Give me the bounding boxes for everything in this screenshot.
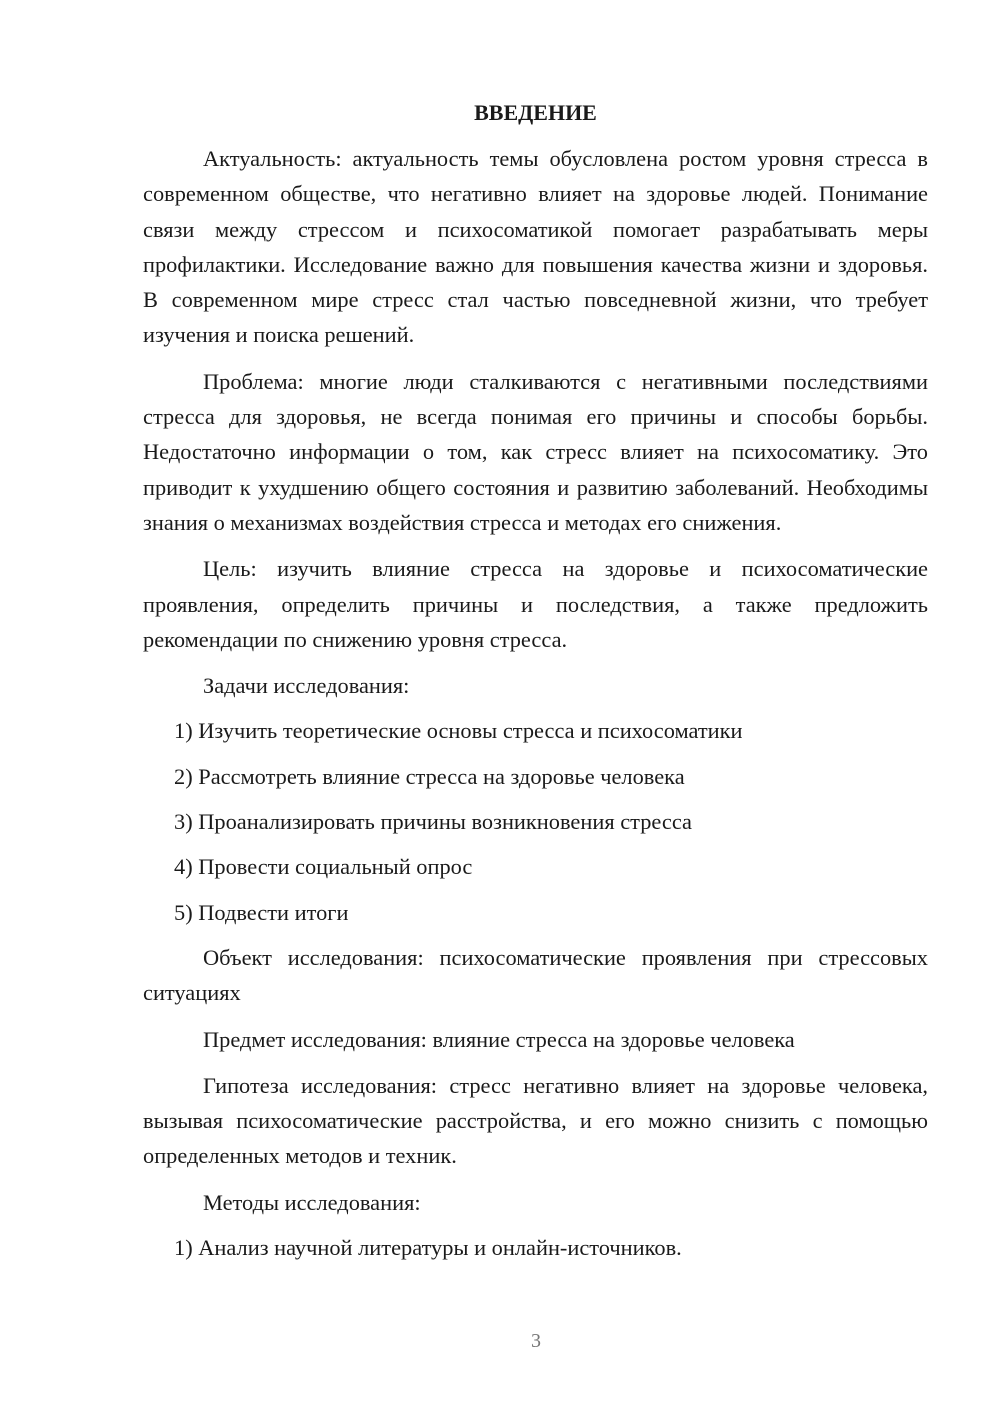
methods-heading: Методы исследования: [203, 1189, 421, 1215]
tasks-heading: Задачи исследования: [203, 673, 410, 699]
paragraph-relevance: Актуальность: актуальность темы обусловлена ростом уровня стресса в современном обществе, что негативно влияет на здоровье людей. Понимание связи между стрессом и психосоматикой помогает разрабатывать меры профилактики. Исследование важно для повышения качества жизни и здоровья. В современном мире стресс стал частью повседневной жизни, что требует изучения и поиска решений. [143, 146, 928, 348]
section-title: ВВЕДЕНИЕ [474, 100, 597, 125]
task-item: 3) Проанализировать причины возникновения стресса [174, 809, 692, 835]
task-item: 5) Подвести итоги [174, 899, 349, 925]
paragraph-problem: Проблема: многие люди сталкиваются с негативными последствиями стресса для здоровья, не всегда понимая его причины и способы борьбы. Недостаточно информации о том, как стресс влияет на психосоматику. Это приводит к ухудшению общего состояния и развитию заболеваний. Необходимы знания о механизмах воздействия стресса и методах его снижения. [143, 368, 928, 535]
task-item: 2) Рассмотреть влияние стресса на здоровье человека [174, 763, 685, 789]
paragraph-subject: Предмет исследования: влияние стресса на здоровье человека [203, 1026, 795, 1052]
paragraph-object: Объект исследования: психосоматические проявления при стрессовых ситуациях [143, 944, 928, 1006]
method-item: 1) Анализ научной литературы и онлайн-источников. [174, 1235, 682, 1261]
page-number: 3 [531, 1330, 541, 1352]
page-content [143, 95, 928, 1275]
task-item: 4) Провести социальный опрос [174, 854, 473, 880]
paragraph-hypothesis: Гипотеза исследования: стресс негативно влияет на здоровье человека, вызывая психосоматические расстройства, и его можно снизить с помощью определенных методов и техник. [143, 1072, 928, 1169]
task-item: 1) Изучить теоретические основы стресса и психосоматики [174, 718, 743, 744]
paragraph-goal: Цель: изучить влияние стресса на здоровье и психосоматические проявления, определить причины и последствия, а также предложить рекомендации по снижению уровня стресса. [143, 556, 928, 652]
